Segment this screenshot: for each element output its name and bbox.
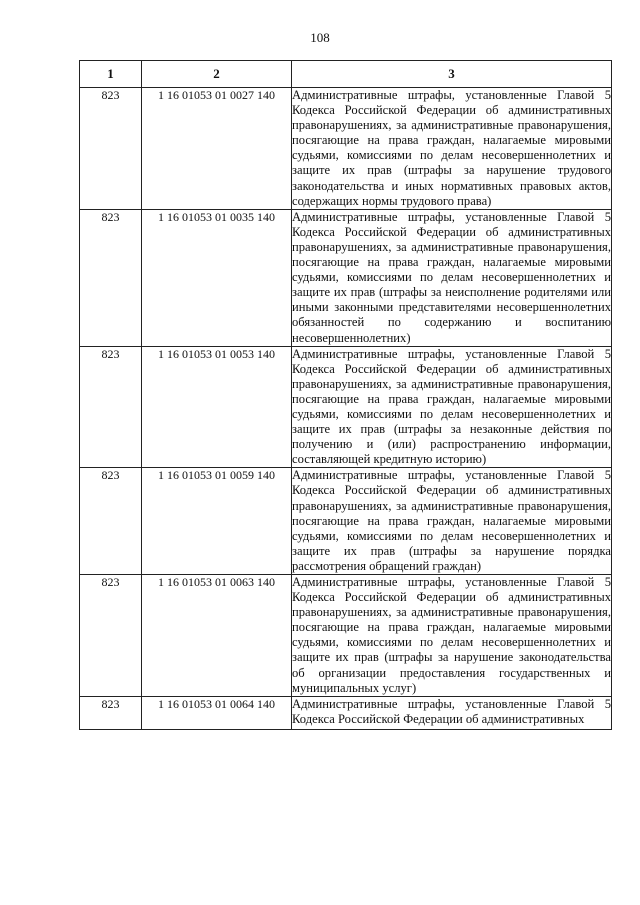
budget-code-cell: 1 16 01053 01 0035 140 [142, 209, 292, 346]
table-row [80, 696, 612, 729]
budget-code-cell: 1 16 01053 01 0027 140 [142, 88, 292, 210]
table-row [80, 575, 612, 697]
table-row [80, 468, 612, 575]
page-number: 108 [310, 30, 330, 45]
description-cell: Административные штрафы, установленные Главой 5 Кодекса Российской Федерации об административных правонарушениях, за административные правонарушения, посягающие на права граждан, налагаемые мировыми судьями, комиссиями по делам несовершеннолетних и защите их прав (штрафы за нарушение трудового законодательства и иных нормативных правовых актов, содержащих нормы трудового права) [292, 88, 611, 208]
budget-codes-table [79, 60, 612, 730]
admin-code-cell: 823 [80, 209, 142, 346]
description-cell: Административные штрафы, установленные Главой 5 Кодекса Российской Федерации об административных правонарушениях, за административные правонарушения, посягающие на права граждан, налагаемые мировыми судьями, комиссиями по делам несовершеннолетних и защите их прав (штрафы за неисполнение родителями или иными законными представителями несовершеннолетних обязанностей по содержанию и воспитанию несовершеннолетних) [292, 209, 611, 345]
description-text: Административные штрафы, установленные Главой 5 Кодекса Российской Федерации об административных [292, 696, 611, 726]
description-cell [292, 696, 612, 729]
table-row [80, 209, 612, 346]
budget-code-cell: 1 16 01053 01 0064 140 [142, 696, 292, 729]
table-row [80, 346, 612, 468]
table-header-row [80, 61, 612, 88]
admin-code-cell: 823 [80, 468, 142, 575]
description-cell: Административные штрафы, установленные Главой 5 Кодекса Российской Федерации об административных правонарушениях, за административные правонарушения, посягающие на права граждан, налагаемые мировыми судьями, комиссиями по делам несовершеннолетних и защите их прав (штрафы за нарушение законодательства об организации предоставления государственных и муниципальных услуг) [292, 575, 611, 695]
table-row [80, 88, 612, 210]
description-cell: Административные штрафы, установленные Главой 5 Кодекса Российской Федерации об административных правонарушениях, за административные правонарушения, посягающие на права граждан, налагаемые мировыми судьями, комиссиями по делам несовершеннолетних и защите их прав (штрафы за незаконные действия по получению и (или) распространению информации, составляющей кредитную историю) [292, 346, 611, 467]
column-header-1: 1 [80, 61, 142, 88]
column-header-2: 2 [142, 61, 292, 88]
description-cell: Административные штрафы, установленные Главой 5 Кодекса Российской Федерации об административных правонарушениях, за административные правонарушения, посягающие на права граждан, налагаемые мировыми судьями, комиссиями по делам несовершеннолетних и защите их прав (штрафы за нарушение порядка рассмотрения обращений граждан) [292, 468, 611, 573]
column-header-3: 3 [292, 61, 612, 88]
budget-code-cell: 1 16 01053 01 0059 140 [142, 468, 292, 575]
admin-code-cell: 823 [80, 575, 142, 697]
admin-code-cell: 823 [80, 696, 142, 729]
admin-code-cell: 823 [80, 88, 142, 210]
budget-code-cell: 1 16 01053 01 0063 140 [142, 575, 292, 697]
budget-code-cell: 1 16 01053 01 0053 140 [142, 346, 292, 468]
admin-code-cell: 823 [80, 346, 142, 468]
